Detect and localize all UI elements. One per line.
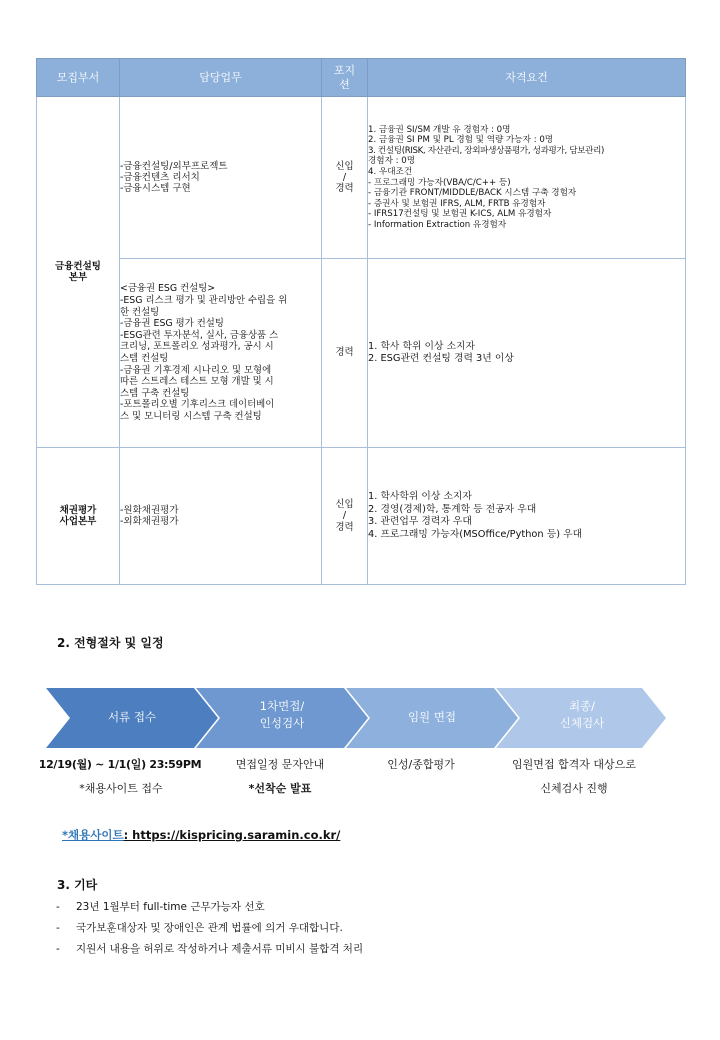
recruit-site-label[interactable]: *채용사이트: [62, 828, 124, 842]
header-requirements: 자격요건: [368, 59, 686, 97]
step-2-note: 면접일정 문자안내: [235, 758, 325, 771]
recruit-site-link[interactable]: [62, 827, 340, 843]
step-4-note-2: 신체검사 진행: [540, 782, 608, 795]
duty-item: -포트폴리오별 기후리스크 데이터베이: [120, 399, 275, 411]
duty-item: -금융권 ESG 평가 컨설팅: [120, 318, 224, 330]
dept-name-line2: 사업본부: [59, 516, 97, 527]
requirement-item: 4. 우대조건: [368, 166, 413, 177]
step-4-note: 임원면접 합격자 대상으로: [512, 758, 636, 771]
dept-name-line2: 본부: [68, 272, 88, 283]
requirement-item: - 프로그래밍 가능자(VBA/C/C++ 등): [368, 177, 511, 188]
requirements-cell: [368, 259, 686, 448]
dept-name-line1: 채권평가: [59, 504, 97, 516]
dept-cell-bond-valuation: [37, 448, 120, 585]
list-item: [56, 899, 265, 914]
requirement-item: 경험자 : 0명: [368, 156, 416, 167]
recruit-site-url[interactable]: : https://kispricing.saramin.co.kr/: [123, 828, 341, 842]
requirements-cell: [368, 97, 686, 259]
step-label-4-line1: 최종/: [568, 699, 596, 713]
dept-name-line1: 금융컨설팅: [55, 260, 101, 272]
requirement-item: - 금융기관 FRONT/MIDDLE/BACK 시스템 구축 경험자: [368, 188, 577, 199]
position-text: /: [342, 510, 347, 522]
dept-cell-financial-consulting: [37, 97, 120, 448]
step-3-note: 인성/종합평가: [387, 758, 455, 771]
duty-item: -원화채권평가: [120, 504, 179, 516]
table-row: [37, 448, 686, 585]
duty-item: -ESG 리스크 평가 및 관리방안 수립을 위: [120, 295, 288, 307]
position-text: /: [342, 171, 347, 183]
duty-cell: [120, 97, 322, 259]
step-label-2-line1: 1차면접/: [259, 699, 305, 713]
requirement-item: 3. 컨설팅(RISK, 자산관리, 장외파생상품평가, 성과평가, 담보관리): [368, 145, 605, 156]
requirement-item: 2. ESG관련 컨설팅 경력 3년 이상: [368, 353, 514, 364]
step-label-4-line2: 신체검사: [559, 716, 605, 730]
step-label-3: 임원 면접: [407, 710, 457, 724]
etc-text: 국가보훈대상자 및 장애인은 관계 법률에 의거 우대합니다.: [76, 922, 343, 934]
recruitment-table: [36, 58, 686, 585]
duty-cell: [120, 259, 322, 448]
duty-item: <금융권 ESG 컨설팅>: [120, 283, 216, 295]
duty-item: -ESG관련 투자분석, 실사, 금융상품 스: [120, 329, 279, 341]
position-text: 신입: [335, 160, 354, 172]
position-text: 경력: [335, 183, 354, 195]
duty-cell: [120, 448, 322, 585]
header-position: [322, 59, 368, 97]
header-dept: 모집부서: [37, 59, 120, 97]
requirement-item: - Information Extraction 유경험자: [368, 219, 507, 230]
requirement-item: 4. 프로그래밍 가능자(MSOffice/Python 등) 우대: [368, 528, 583, 540]
duty-item: 크리닝, 포트폴리오 성과평가, 공시 시: [120, 341, 274, 353]
requirement-item: 1. 학사 학위 이상 소지자: [368, 341, 475, 352]
duty-item: -금융컨설팅/외부프로젝트: [120, 160, 228, 172]
step-label-1: 서류 접수: [107, 710, 157, 724]
header-duty: 담당업무: [120, 59, 322, 97]
step-2-announce: *선착순 발표: [248, 782, 312, 795]
section2-title: 2. 전형절차 및 일정: [57, 636, 164, 650]
position-cell: [322, 448, 368, 585]
header-position-line2: 션: [339, 77, 350, 91]
duty-item: 스 및 모니터링 시스템 구축 컨설팅: [120, 410, 262, 422]
duty-item: 따른 스트레스 테스트 모형 개발 및 시: [120, 376, 274, 388]
table-row: [37, 259, 686, 448]
step-1-note: *채용사이트 접수: [79, 782, 163, 795]
step-1-date: 12/19(월) ~ 1/1(일) 23:59PM: [38, 758, 202, 771]
header-position-line1: 포지: [333, 63, 356, 77]
duty-item: -외화채권평가: [120, 516, 179, 527]
step-label-2: [220, 698, 344, 732]
duty-item: -금융컨텐츠 리서치: [120, 171, 200, 183]
bullet: -: [56, 901, 60, 913]
position-cell: [322, 259, 368, 448]
step-label-2-line2: 인성검사: [259, 716, 305, 730]
position-text: 경력: [335, 347, 354, 359]
etc-text: 지원서 내용을 허위로 작성하거나 제출서류 미비시 불합격 처리: [76, 943, 364, 955]
etc-text: 23년 1월부터 full-time 근무가능자 선호: [76, 901, 265, 913]
duty-item: -금융권 기후경제 시나리오 및 모형에: [120, 364, 272, 376]
requirement-item: 1. 금융권 SI/SM 개발 유 경험자 : 0명: [368, 124, 511, 135]
table-header-row: [37, 59, 686, 97]
requirement-item: 3. 관련업무 경력자 우대: [368, 516, 472, 527]
step-label-4: [520, 698, 644, 732]
list-item: [56, 941, 363, 956]
position-cell: [322, 97, 368, 259]
duty-item: 한 컨설팅: [120, 306, 160, 318]
position-text: 신입: [335, 499, 354, 511]
requirement-item: - 증권사 및 보험권 IFRS, ALM, FRTB 유경험자: [368, 198, 546, 209]
table-row: [37, 97, 686, 259]
duty-item: 스템 구축 컨설팅: [120, 387, 190, 399]
requirement-item: 1. 학사학위 이상 소지자: [368, 491, 472, 502]
requirement-item: - IFRS17컨설팅 및 보험권 K-ICS, ALM 유경험자: [368, 209, 552, 220]
duty-item: -금융시스템 구현: [120, 183, 191, 195]
section3-title: 3. 기타: [57, 878, 98, 892]
duty-item: 스템 컨설팅: [120, 353, 169, 364]
list-item: [56, 920, 343, 935]
position-text: 경력: [335, 521, 354, 533]
bullet: -: [56, 943, 60, 955]
requirement-item: 2. 경영(경제)학, 통계학 등 전공자 우대: [368, 503, 537, 515]
requirements-cell: [368, 448, 686, 585]
process-flow: [46, 688, 666, 748]
requirement-item: 2. 금융권 SI PM 및 PL 경험 및 역량 가능자 : 0명: [368, 135, 554, 146]
bullet: -: [56, 922, 60, 934]
